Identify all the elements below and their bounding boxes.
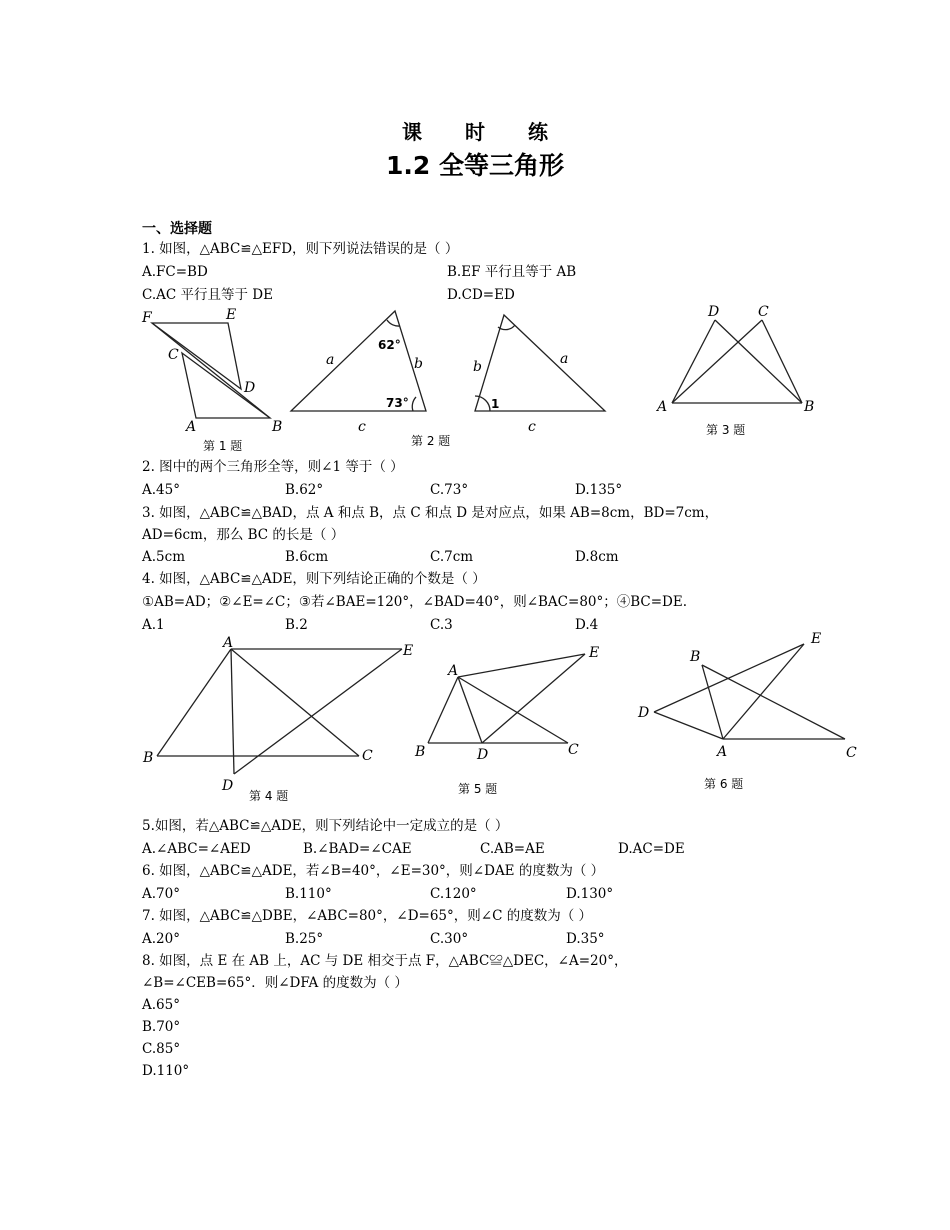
section-heading: 一、选择题 [142, 221, 212, 237]
figures-row-2 [130, 630, 870, 800]
q2-option-b: B.62° [285, 482, 324, 498]
q8-option-a: A.65° [142, 997, 180, 1013]
q7-stem: 7. 如图，△ABC≌△DBE，∠ABC=80°，∠D=65°，则∠C 的度数为（ ） [142, 908, 592, 924]
fig2-angle-62: 62° [378, 338, 401, 352]
fig6-label-B: B [690, 649, 701, 665]
fig4-label-C: C [362, 748, 373, 764]
q3-stem-line1: 3. 如图，△ABC≌△BAD，点 A 和点 B，点 C 和点 D 是对应点，如果 AB=8cm，BD=7cm， [142, 505, 719, 521]
fig2-label-b-right: b [473, 359, 482, 375]
fig2-label-a-right: a [560, 351, 569, 367]
fig4-label-B: B [143, 750, 154, 766]
q1-option-c: C.AC 平行且等于 DE [142, 287, 273, 303]
q5-option-c: C.AB=AE [480, 841, 545, 857]
q5-option-a: A.∠ABC=∠AED [142, 841, 251, 857]
q7-option-d: D.35° [566, 931, 605, 947]
worksheet-subtitle: 1.2 全等三角形 [386, 151, 564, 180]
fig3-label-A: A [657, 399, 668, 415]
q1-option-a: A.FC=BD [142, 264, 208, 280]
figure-3 [672, 320, 802, 403]
q7-option-a: A.20° [142, 931, 180, 947]
fig3-label-C: C [758, 304, 769, 320]
q6-stem: 6. 如图，△ABC≌△ADE，若∠B=40°，∠E=30°，则∠DAE 的度数为（ ） [142, 863, 605, 879]
fig1-label-D: D [244, 380, 256, 396]
fig6-label-D: D [638, 705, 650, 721]
fig2-angle-1: 1 [491, 397, 500, 411]
q1-option-b: B.EF 平行且等于 AB [447, 264, 577, 280]
worksheet-title: 课 时 练 [402, 120, 566, 144]
q6-option-b: B.110° [285, 886, 332, 902]
fig3-label-B: B [804, 399, 815, 415]
q2-stem: 2. 图中的两个三角形全等，则∠1 等于（ ） [142, 459, 404, 475]
fig4-label-D: D [222, 778, 234, 794]
fig2-label-c-left: c [358, 419, 366, 435]
caption-fig1: 第 1 题 [203, 439, 243, 453]
q3-option-b: B.6cm [285, 549, 329, 565]
fig1-label-F: F [142, 310, 152, 326]
q6-option-d: D.130° [566, 886, 614, 902]
q4-stem: 4. 如图，△ABC≌△ADE，则下列结论正确的个数是（ ） [142, 571, 486, 587]
q3-option-c: C.7cm [430, 549, 474, 565]
fig5-label-D: D [477, 747, 489, 763]
q3-stem-line2: AD=6cm，那么 BC 的长是（ ） [142, 527, 345, 543]
q6-option-a: A.70° [142, 886, 180, 902]
q1-option-d: D.CD=ED [447, 287, 515, 303]
caption-fig3: 第 3 题 [706, 423, 746, 437]
fig4-label-A: A [223, 635, 234, 651]
fig2-label-c-right: c [528, 419, 536, 435]
fig1-label-A: A [186, 419, 197, 435]
fig5-label-A: A [448, 663, 459, 679]
fig4-label-E: E [403, 643, 414, 659]
q5-stem: 5.如图，若△ABC≌△ADE，则下列结论中一定成立的是（ ） [142, 818, 509, 834]
q8-option-c: C.85° [142, 1041, 181, 1057]
fig2-angle-73: 73° [386, 396, 409, 410]
fig1-label-B: B [272, 419, 283, 435]
fig2-label-b-left: b [414, 356, 423, 372]
q8-stem-line1: 8. 如图，点 E 在 AB 上，AC 与 DE 相交于点 F，△ABC≌△DEC，∠A=20°， [142, 953, 628, 969]
q4-option-a: A.1 [142, 617, 165, 633]
q4-option-d: D.4 [575, 617, 599, 633]
fig1-label-E: E [226, 307, 237, 323]
q7-option-c: C.30° [430, 931, 469, 947]
caption-fig2: 第 2 题 [411, 434, 451, 448]
figure-6 [654, 644, 845, 739]
fig3-label-D: D [708, 304, 720, 320]
fig6-label-A: A [717, 744, 728, 760]
fig2-label-a-left: a [326, 352, 335, 368]
caption-fig6: 第 6 题 [704, 777, 744, 791]
q8-option-d: D.110° [142, 1063, 190, 1079]
q6-option-c: C.120° [430, 886, 477, 902]
q5-option-b: B.∠BAD=∠CAE [303, 841, 412, 857]
q8-option-b: B.70° [142, 1019, 181, 1035]
fig5-label-B: B [415, 744, 426, 760]
q1-stem: 1. 如图，△ABC≌△EFD，则下列说法错误的是（ ） [142, 241, 459, 257]
fig5-label-C: C [568, 742, 579, 758]
q4-option-b: B.2 [285, 617, 308, 633]
q8-stem-line2: ∠B=∠CEB=65°．则∠DFA 的度数为（ ） [142, 975, 408, 991]
q4-option-c: C.3 [430, 617, 453, 633]
q7-option-b: B.25° [285, 931, 324, 947]
fig1-label-C: C [168, 347, 179, 363]
caption-fig5: 第 5 题 [458, 782, 498, 796]
fig6-label-E: E [811, 631, 822, 647]
fig5-label-E: E [589, 645, 600, 661]
q2-option-a: A.45° [142, 482, 180, 498]
q2-option-c: C.73° [430, 482, 469, 498]
figure-1 [152, 323, 270, 418]
q2-option-d: D.135° [575, 482, 623, 498]
q3-option-a: A.5cm [142, 549, 185, 565]
q3-option-d: D.8cm [575, 549, 619, 565]
caption-fig4: 第 4 题 [249, 789, 289, 803]
q4-conditions: ①AB=AD；②∠E=∠C；③若∠BAE=120°，∠BAD=40°，则∠BAC=80°；④BC=DE. [142, 594, 688, 610]
q5-option-d: D.AC=DE [618, 841, 685, 857]
fig6-label-C: C [846, 745, 857, 761]
